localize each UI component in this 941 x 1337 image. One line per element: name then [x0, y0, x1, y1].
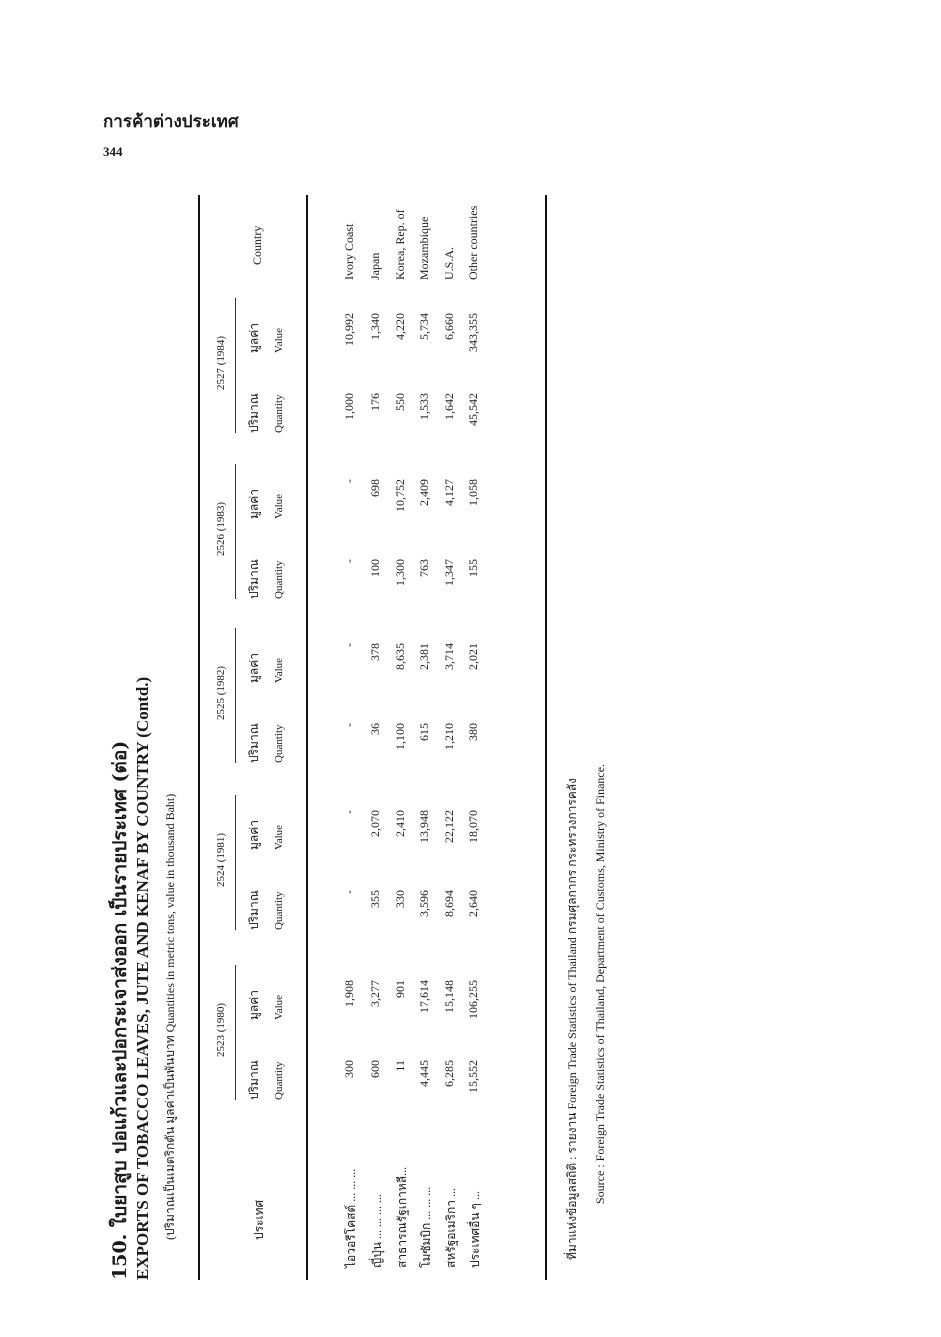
row-country-english: Ivory Coast	[342, 223, 356, 280]
year-header: 2527 (1984)	[215, 335, 227, 391]
quantity-cell: 155	[466, 559, 480, 577]
quantity-cell: 1,642	[442, 393, 456, 420]
value-cell: 4,220	[393, 313, 407, 340]
quantity-cell: 1,347	[442, 559, 456, 586]
header-rule	[306, 195, 308, 1280]
quantity-cell: 11	[393, 1060, 407, 1072]
quantity-cell: 176	[368, 393, 382, 411]
value-cell: 378	[368, 643, 382, 661]
top-rule	[198, 195, 200, 1280]
quantity-cell: -	[342, 559, 356, 563]
row-country-thai: ประเทศอื่น ๆ ...	[468, 1191, 482, 1268]
page-number: 344	[103, 144, 123, 159]
row-country-english: Mozambique	[417, 216, 431, 280]
quantity-cell: 380	[466, 723, 480, 741]
quantity-cell: -	[342, 723, 356, 727]
column-header-thai: ประเทศ	[252, 1199, 266, 1240]
row-country-english: U.S.A.	[442, 246, 456, 280]
year-header-rule	[235, 628, 236, 763]
row-country-thai: สาธารณรัฐเกาหลี...	[395, 1166, 409, 1268]
quantity-cell: 600	[368, 1060, 382, 1078]
value-cell: 343,355	[466, 313, 480, 352]
quantity-cell: 1,533	[417, 393, 431, 420]
value-header-thai: มูลค่า	[247, 819, 261, 850]
quantity-header-thai: ปริมาณ	[247, 559, 261, 599]
value-cell: 1,340	[368, 313, 382, 340]
value-cell: 8,635	[393, 643, 407, 670]
quantity-cell: -	[342, 890, 356, 894]
year-header-rule	[235, 298, 236, 433]
value-cell: 1,908	[342, 980, 356, 1007]
value-cell: 22,122	[442, 810, 456, 843]
year-header: 2523 (1980)	[215, 1002, 227, 1058]
year-header-rule	[235, 965, 236, 1100]
value-cell: 15,148	[442, 980, 456, 1013]
year-header-rule	[235, 464, 236, 599]
rotated-table-page	[105, 190, 635, 1280]
value-cell: -	[342, 479, 356, 483]
value-cell: 4,127	[442, 479, 456, 506]
quantity-cell: 330	[393, 890, 407, 908]
value-header-thai: มูลค่า	[247, 322, 261, 353]
quantity-header-thai: ปริมาณ	[247, 723, 261, 763]
quantity-cell: 1,100	[393, 723, 407, 750]
value-header-thai: มูลค่า	[247, 989, 261, 1020]
quantity-header-english: Quantity	[273, 560, 285, 599]
value-cell: 13,948	[417, 810, 431, 843]
row-country-thai: โมซัมบิก ... ... ...	[419, 1186, 433, 1268]
quantity-cell: 2,640	[466, 890, 480, 917]
quantity-header-english: Quantity	[273, 394, 285, 433]
value-cell: 10,752	[393, 479, 407, 512]
unit-note: (ปริมาณเป็นเมตริกตัน มูลค่าเป็นพันบาท Quantities in metric tons, value in thousand Baht)	[163, 793, 177, 1240]
quantity-cell: 300	[342, 1060, 356, 1078]
source-thai: ที่มาแห่งข้อมูลสถิติ : รายงาน Foreign Trade Statistics of Thailand กรมศุลกากร กระทรวงการคลัง	[565, 777, 579, 1260]
value-cell: 3,277	[368, 980, 382, 1007]
quantity-cell: 3,596	[417, 890, 431, 917]
quantity-cell: 4,445	[417, 1060, 431, 1087]
column-header-country: Country	[250, 225, 264, 265]
quantity-header-thai: ปริมาณ	[247, 393, 261, 433]
value-cell: 2,409	[417, 479, 431, 506]
quantity-cell: 615	[417, 723, 431, 741]
value-cell: 901	[393, 980, 407, 998]
quantity-cell: 1,210	[442, 723, 456, 750]
value-header-english: Value	[273, 493, 285, 519]
quantity-header-english: Quantity	[273, 724, 285, 763]
quantity-header-english: Quantity	[273, 1061, 285, 1100]
section-header: การค้าต่างประเทศ	[103, 112, 239, 132]
quantity-cell: 36	[368, 723, 382, 735]
value-header-thai: มูลค่า	[247, 488, 261, 519]
quantity-cell: 15,552	[466, 1060, 480, 1093]
table-title-english: EXPORTS OF TOBACCO LEAVES, JUTE AND KENAF BY COUNTRY (Contd.)	[133, 676, 152, 1280]
year-header: 2526 (1983)	[215, 501, 227, 557]
year-header: 2524 (1981)	[215, 832, 227, 888]
value-cell: 5,734	[417, 313, 431, 340]
value-cell: -	[342, 643, 356, 647]
value-cell: 1,058	[466, 479, 480, 506]
row-country-thai: สหรัฐอเมริกา ...	[444, 1188, 458, 1268]
year-header-rule	[235, 795, 236, 930]
value-cell: 17,614	[417, 980, 431, 1013]
source-english: Source : Foreign Trade Statistics of Thailand, Department of Customs, Ministry of Finance.	[593, 763, 607, 1204]
value-header-english: Value	[273, 994, 285, 1020]
value-header-english: Value	[273, 824, 285, 850]
value-header-thai: มูลค่า	[247, 652, 261, 683]
quantity-cell: 8,694	[442, 890, 456, 917]
table-title-thai: 150. ใบยาสูบ ปอแก้วและปอกระเจาส่งออก เป็นรายประเทศ (ต่อ)	[109, 740, 131, 1280]
row-country-english: Korea, Rep. of	[393, 209, 407, 280]
quantity-cell: 1,000	[342, 393, 356, 420]
value-cell: 2,070	[368, 810, 382, 837]
row-country-thai: ญี่ปุ่น ... ... ... ...	[370, 1193, 384, 1268]
row-country-english: Other countries	[466, 205, 480, 280]
value-header-english: Value	[273, 657, 285, 683]
value-cell: 698	[368, 479, 382, 497]
bottom-rule	[545, 195, 547, 1280]
value-cell: 18,070	[466, 810, 480, 843]
value-header-english: Value	[273, 327, 285, 353]
quantity-cell: 763	[417, 559, 431, 577]
quantity-cell: 1,300	[393, 559, 407, 586]
value-cell: 2,021	[466, 643, 480, 670]
quantity-cell: 45,542	[466, 393, 480, 426]
quantity-header-english: Quantity	[273, 891, 285, 930]
year-header: 2525 (1982)	[215, 665, 227, 721]
value-cell: 2,381	[417, 643, 431, 670]
quantity-header-thai: ปริมาณ	[247, 890, 261, 930]
value-cell: -	[342, 810, 356, 814]
quantity-cell: 355	[368, 890, 382, 908]
quantity-cell: 100	[368, 559, 382, 577]
quantity-cell: 550	[393, 393, 407, 411]
value-cell: 106,255	[466, 980, 480, 1019]
value-cell: 6,660	[442, 313, 456, 340]
value-cell: 10,992	[342, 313, 356, 346]
value-cell: 3,714	[442, 643, 456, 670]
row-country-thai: ไอวอรีโคสต์ ... ... ...	[344, 1168, 358, 1268]
quantity-header-thai: ปริมาณ	[247, 1060, 261, 1100]
quantity-cell: 6,285	[442, 1060, 456, 1087]
row-country-english: Japan	[368, 252, 382, 280]
value-cell: 2,410	[393, 810, 407, 837]
